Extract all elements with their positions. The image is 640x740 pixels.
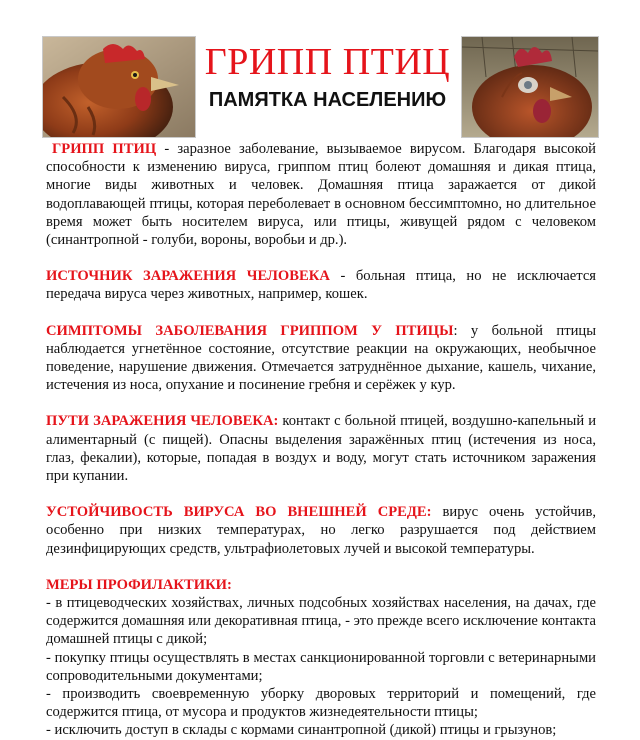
prevention-item: - в птицеводческих хозяйствах, личных подсобных хозяйствах населения, на дачах, где содержится домашняя или декоративная птица, - это прежде всего исключение контакта домашней птицы с дикой; (46, 595, 596, 648)
prevention-item: - производить своевременную уборку дворовых территорий и помещений, где содержится птица, от мусора и продуктов жизнедеятельности птицы; (46, 686, 596, 721)
section-flu (46, 140, 596, 249)
chicken-photo (42, 36, 196, 138)
section-text: - больная птица, но не исключается передача вируса через животных, например, кошек. (46, 268, 597, 303)
prevention-heading: МЕРЫ ПРОФИЛАКТИКИ: (46, 576, 232, 593)
section-source (46, 267, 596, 303)
page-subtitle: ПАМЯТКА НАСЕЛЕНИЮ (208, 89, 447, 111)
section-symptoms (46, 322, 596, 395)
section-text: вирус очень устойчив, особенно при низких температурах, но легко разрушается под действием дезинфицирующих средств, ультрафиолетовых лучей и высокой температуры. (46, 504, 596, 557)
section-heading: ПУТИ ЗАРАЖЕНИЯ ЧЕЛОВЕКА: (46, 413, 279, 430)
section-heading: СИМПТОМЫ ЗАБОЛЕВАНИЯ ГРИППОМ У ПТИЦЫ (46, 322, 454, 339)
section-heading: ИСТОЧНИК ЗАРАЖЕНИЯ ЧЕЛОВЕКА (46, 268, 330, 285)
page-title: ГРИПП ПТИЦ (204, 41, 451, 83)
section-transmission (46, 412, 596, 485)
sick-chicken-photo-icon (462, 37, 598, 137)
chicken-photo-icon (43, 37, 195, 137)
memo-header (194, 36, 461, 112)
section-heading: УСТОЙЧИВОСТЬ ВИРУСА ВО ВНЕШНЕЙ СРЕДЕ: (46, 504, 432, 521)
sick-chicken-photo (461, 36, 599, 138)
section-text: - заразное заболевание, вызываемое вирусом. Благодаря высокой способности к изменению вируса, гриппом птиц болеют домашняя и дикая птица, многие виды животных и человек. Домашняя птица заражается от дикой водоплавающей птицы, которая переболевает в основном бессимптомно, но длительное время может быть носителем вируса, или птицы, живущей рядом с человеком (синантропной - голуби, вороны, воробьи и др.). (46, 141, 596, 249)
section-text: контакт с больной птицей, воздушно-капельный и алиментарный (с пищей). Опасны выделения заражённых птиц (истечения из носа, глаз, фекалии), которые, попадая в воздух и воду, могут стать источником заражения при купании. (46, 413, 596, 485)
prevention-item: - покупку птицы осуществлять в местах санкционированной торговли с ветеринарными сопроводительными документами; (46, 649, 596, 684)
memo-content (46, 140, 596, 740)
section-heading: ГРИПП ПТИЦ (52, 141, 157, 157)
section-stability (46, 503, 596, 558)
prevention-item: - исключить доступ в склады с кормами синантропной (дикой) птицы и грызунов; (46, 722, 557, 739)
section-text: : у больной птицы наблюдается угнетённое состояние, отсутствие реакции на окружающих, необычное поведение, нарушение движения. Отмечается затруднённое дыхание, кашель, чихание, истечения из носа, опухание и посинение гребня и серёжек у кур. (46, 322, 597, 394)
